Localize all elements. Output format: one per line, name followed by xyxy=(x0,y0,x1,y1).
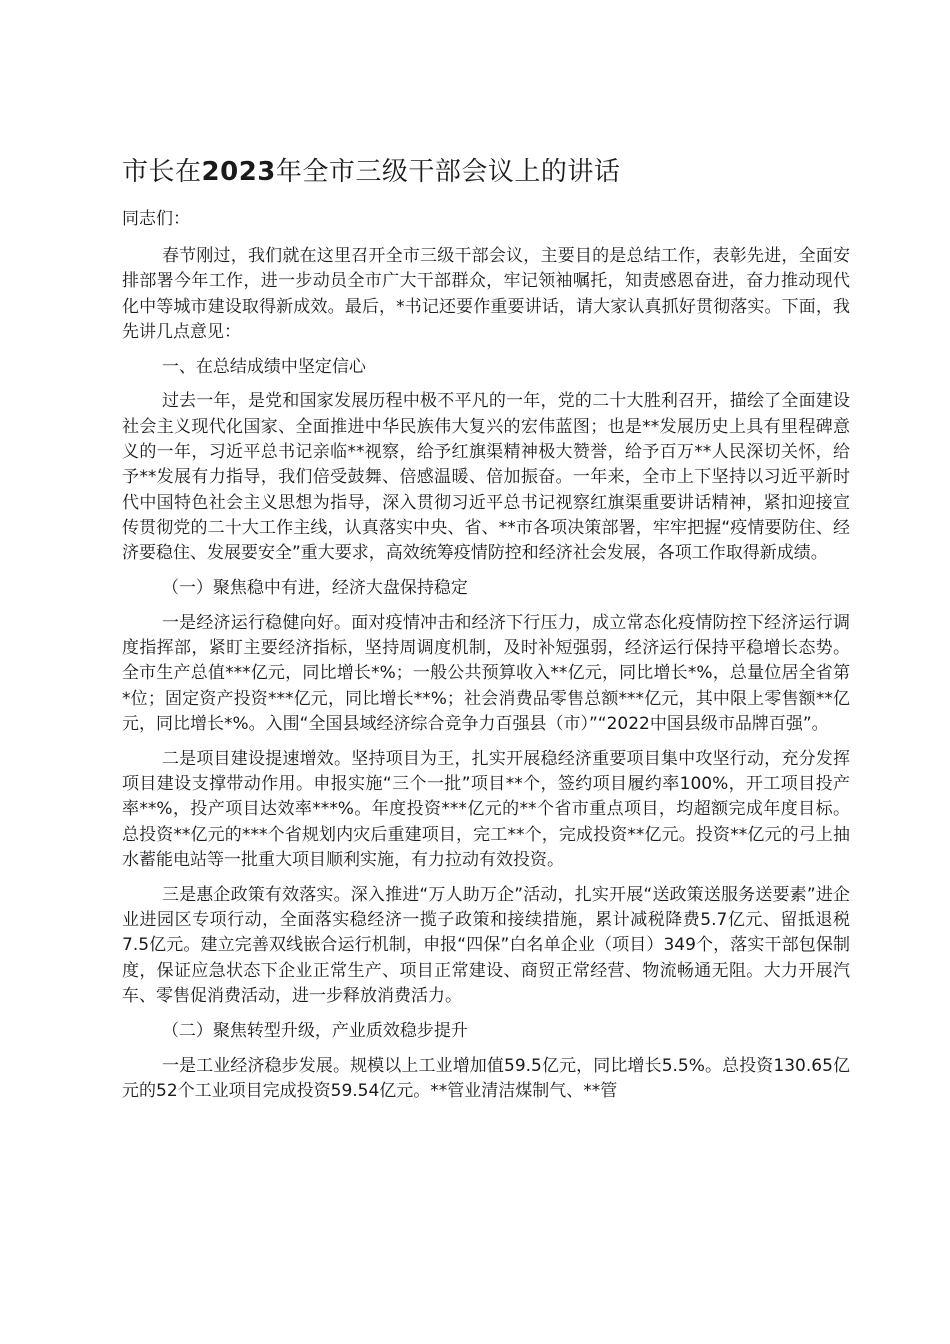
document-title xyxy=(122,150,850,194)
paragraph-economy: 一是经济运行稳健向好。面对疫情冲击和经济下行压力，成立常态化疫情防控下经济运行调度指挥部，紧盯主要经济指标，坚持周调度机制，及时补短强弱，经济运行保持平稳增长态势。全市生产总值***亿元，同比增长*%；一般公共预算收入**亿元，同比增长*%，总量位居全省第*位；固定资产投资***亿元，同比增长**%；社会消费品零售总额***亿元，其中限上零售额**亿元，同比增长*%。入围“全国县域经济综合竞争力百强县（市）”“2022中国县级市品牌百强”。 xyxy=(122,612,850,735)
section-heading-1: 一、在总结成绩中坚定信心 xyxy=(161,356,366,377)
title-suffix: 年全市三级干部会议上的讲话 xyxy=(275,157,621,187)
document-page xyxy=(122,150,850,1114)
paragraph-industry: 一是工业经济稳步发展。规模以上工业增加值59.5亿元，同比增长5.5%。总投资130.65亿元的52个工业项目完成投资59.54亿元。**管业清洁煤制气、**管 xyxy=(122,1055,850,1101)
paragraph-review: 过去一年，是党和国家发展历程中极不平凡的一年，党的二十大胜利召开，描绘了全面建设社会主义现代化国家、全面推进中华民族伟大复兴的宏伟蓝图；也是**发展历史上具有里程碑意义的一年，习近平总书记亲临**视察，给予红旗渠精神极大赞誉，给予百万**人民深切关怀，给予**发展有力指导，我们倍受鼓舞、倍感温暖、倍加振奋。一年来，全市上下坚持以习近平新时代中国特色社会主义思想为指导，深入贯彻习近平总书记视察红旗渠重要讲话精神，紧扣迎接宣传贯彻党的二十大工作主线，认真落实中央、省、**市各项决策部署，牢牢把握“疫情要防住、经济要稳住、发展要安全”重大要求，高效统筹疫情防控和经济社会发展，各项工作取得新成绩。 xyxy=(122,391,850,564)
paragraph-policies: 三是惠企政策有效落实。深入推进“万人助万企”活动，扎实开展“送政策送服务送要素”进企业进园区专项行动，全面落实稳经济一揽子政策和接续措施，累计减税降费5.7亿元、留抵退税7.5亿元。建立完善双线嵌合运行机制，申报“四保”白名单企业（项目）349个，落实干部包保制度，保证应急状态下企业正常生产、项目正常建设、商贸正常经营、物流畅通无阻。大力开展汽车、零售促消费活动，进一步释放消费活力。 xyxy=(122,884,850,1007)
paragraph-opening: 春节刚过，我们就在这里召开全市三级干部会议，主要目的是总结工作，表彰先进，全面安排部署今年工作，进一步动员全市广大干部群众，牢记领袖嘱托，知责感恩奋进，奋力推动现代化中等城市建设取得新成效。最后，*书记还要作重要讲话，请大家认真抓好贯彻落实。下面，我先讲几点意见： xyxy=(122,246,850,342)
paragraph-projects: 二是项目建设提速增效。坚持项目为王，扎实开展稳经济重要项目集中攻坚行动，充分发挥项目建设支撑带动作用。申报实施“三个一批”项目**个，签约项目履约率100%，开工项目投产率**%，投产项目达效率***%。年度投资***亿元的**个省市重点项目，均超额完成年度目标。总投资**亿元的***个省规划内灾后重建项目，完工**个，完成投资**亿元。投资**亿元的弓上抽水蓄能电站等一批重大项目顺利实施，有力拉动有效投资。 xyxy=(122,748,850,871)
title-prefix: 市长在 xyxy=(122,157,202,187)
salutation: 同志们： xyxy=(122,209,190,229)
title-year: 2023 xyxy=(201,157,276,187)
subsection-heading-1: （一）聚焦稳中有进，经济大盘保持稳定 xyxy=(161,578,468,599)
subsection-heading-2: （二）聚焦转型升级，产业质效稳步提升 xyxy=(161,1020,468,1041)
